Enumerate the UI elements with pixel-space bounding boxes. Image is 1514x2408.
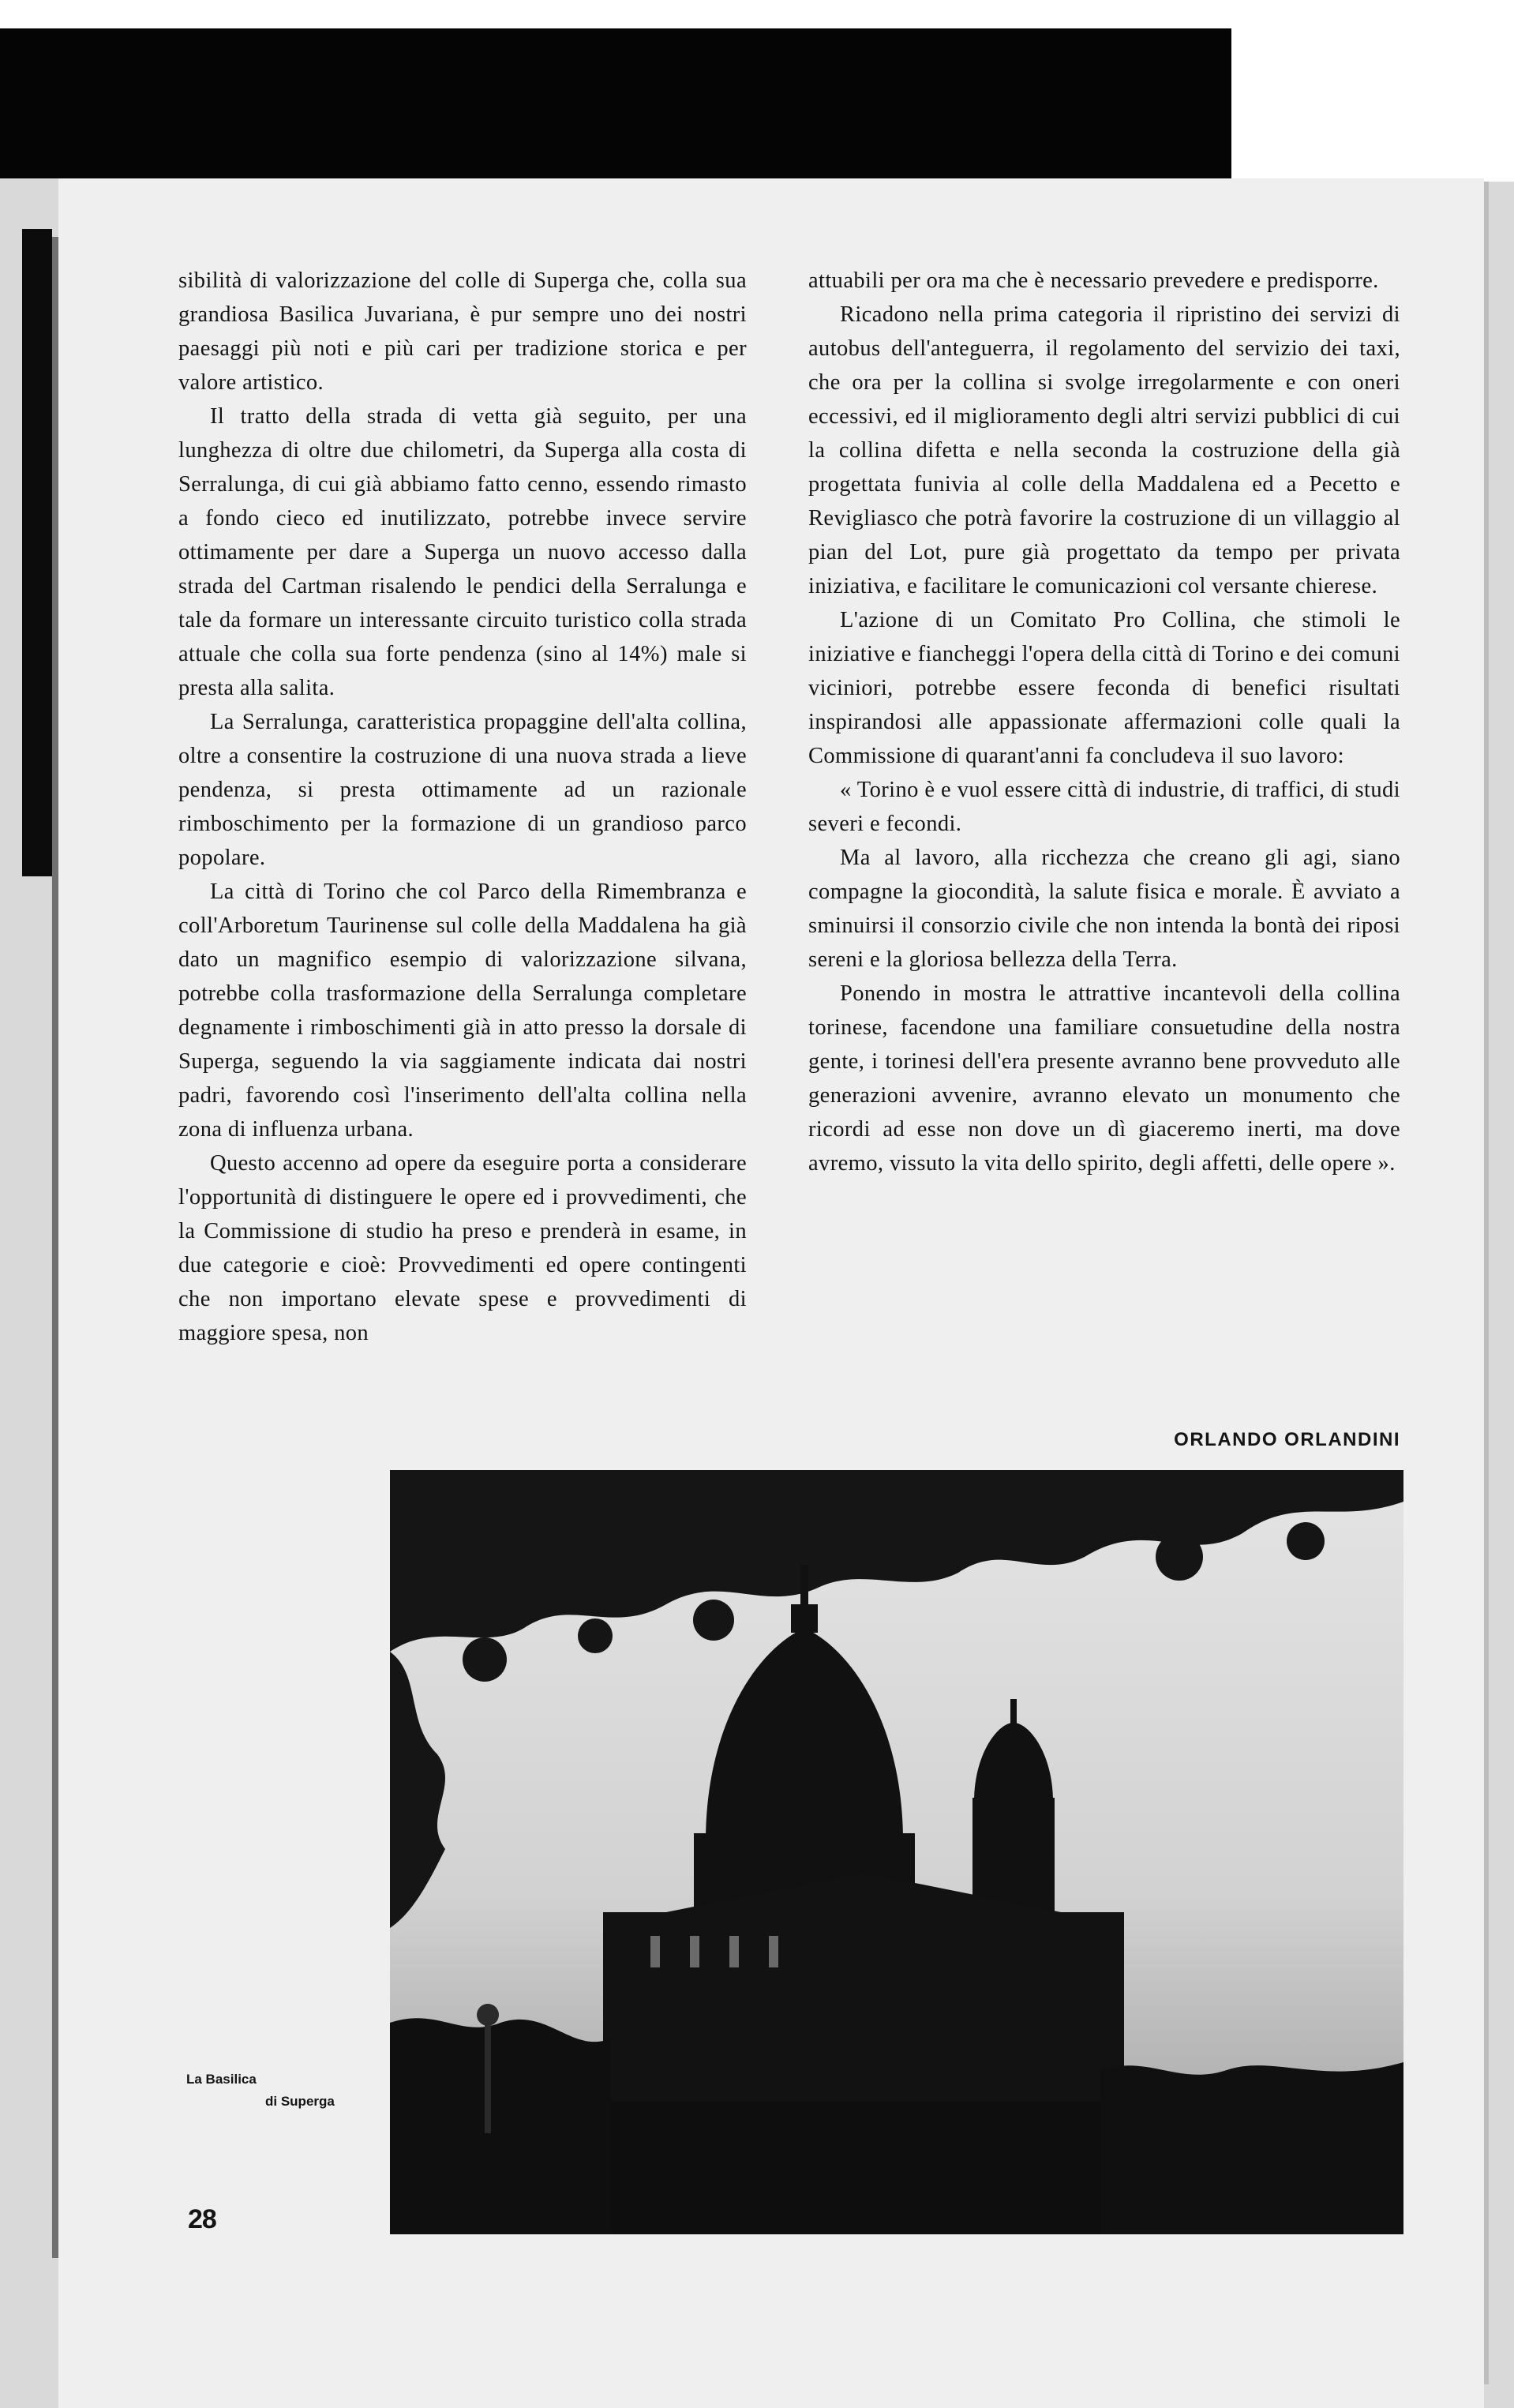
paragraph: La città di Torino che col Parco della Rimembranza e coll'Arboretum Taurinense sul colle della Maddalena ha già dato un magnifico esempio di valorizzazione silvana, potrebbe colla trasformazione della Serralunga completare degnamente i rimboschimenti già in atto presso la dorsale di Superga, seguendo la via saggiamente indicata dai nostri padri, favorendo così l'inserimento dell'alta collina nella zona di influenza urbana. xyxy=(178,880,747,1142)
caption-line-1: La Basilica xyxy=(186,2072,257,2087)
paragraph: Ponendo in mostra le attrattive incantevoli della collina torinese, facendone una familiare consuetudine della nostra gente, i torinesi dell'era presente avranno bene provveduto alle generazioni avvenire, avranno elevato un monumento che ricordi ad esse non dove un dì giaceremo inerti, ma dove avremo, vissuto la vita dello spirito, degli affetti, delle opere ». xyxy=(808,981,1400,1176)
photo-caption xyxy=(186,2069,392,2113)
basilica-silhouette-illustration xyxy=(390,1470,1403,2234)
page-number: 28 xyxy=(188,2204,216,2234)
right-page-edge xyxy=(1484,182,1489,2384)
paragraph: Ma al lavoro, alla ricchezza che creano gli agi, siano compagne la giocondità, la salute fisica e morale. È avviato a sminuirsi il consorzio civile che non intenda la bontà dei riposi sereni e la gloriosa bellezza della Terra. xyxy=(808,846,1400,972)
paragraph: sibilità di valorizzazione del colle di Superga che, colla sua grandiosa Basilica Juvariana, è pur sempre uno dei nostri paesaggi più noti e più cari per tradizione storica e per valore artistico. xyxy=(178,268,747,395)
left-binding-shadow xyxy=(22,229,52,876)
left-binding-line xyxy=(52,237,58,2258)
author-signature: ORLANDO ORLANDINI xyxy=(1174,1429,1400,1450)
article-right-column xyxy=(808,264,1400,1180)
quotation: « Torino è e vuol essere città di industrie, di traffici, di studi severi e fecondi. xyxy=(808,778,1400,836)
basilica-photo xyxy=(390,1470,1403,2234)
paragraph: Il tratto della strada di vetta già seguito, per una lunghezza di oltre due chilometri, da Superga alla costa di Serralunga, di cui già abbiamo fatto cenno, essendo rimasto a fondo cieco ed inutilizzato, potrebbe invece servire ottimamente per dare a Superga un nuovo accesso dalla strada del Cartman risalendo le pendici della Serralunga e tale da formare un interessante circuito turistico colla strada attuale che colla sua forte pendenza (sino al 14%) male si presta alla salita. xyxy=(178,404,747,700)
paragraph: Questo accenno ad opere da eseguire porta a considerare l'opportunità di distinguere le opere ed i provvedimenti, che la Commissione di studio ha preso e prenderà in esame, in due categorie e cioè: Provvedimenti ed opere contingenti che non importano elevate spese e provvedimenti di maggiore spesa, non xyxy=(178,1151,747,1345)
paragraph: La Serralunga, caratteristica propaggine dell'alta collina, oltre a consentire la costruzione di una nuova strada a lieve pendenza, si presta ottimamente ad un razionale rimboschimento per la formazione di un grandioso parco popolare. xyxy=(178,710,747,870)
page-top-right-margin xyxy=(1231,0,1514,182)
caption-line-2: di Superga xyxy=(265,2094,335,2109)
paragraph: Ricadono nella prima categoria il ripristino dei servizi di autobus dell'anteguerra, il regolamento del servizio dei taxi, che ora per la collina si svolge irregolarmente e con oneri eccessivi, ed il miglioramento degli altri servizi pubblici di cui la collina difetta e nella seconda la costruzione della già progettata funivia al colle della Maddalena ed a Pecetto e Revigliasco che potrà favorire la costruzione di un villaggio al pian del Lot, pure già progettato da tempo per privata iniziativa, e facilitare le comunicazioni col versante chierese. xyxy=(808,302,1400,598)
scan-header-band xyxy=(0,28,1231,178)
article-left-column xyxy=(178,264,747,1350)
paragraph: L'azione di un Comitato Pro Collina, che stimoli le iniziative e fiancheggi l'opera della città di Torino e dei comuni viciniori, potrebbe essere feconda di benefici risultati inspirandosi alle appassionate affermazioni colle quali la Commissione di quarant'anni fa concludeva il suo lavoro: xyxy=(808,608,1400,768)
paragraph: attuabili per ora ma che è necessario prevedere e predisporre. xyxy=(808,268,1379,293)
